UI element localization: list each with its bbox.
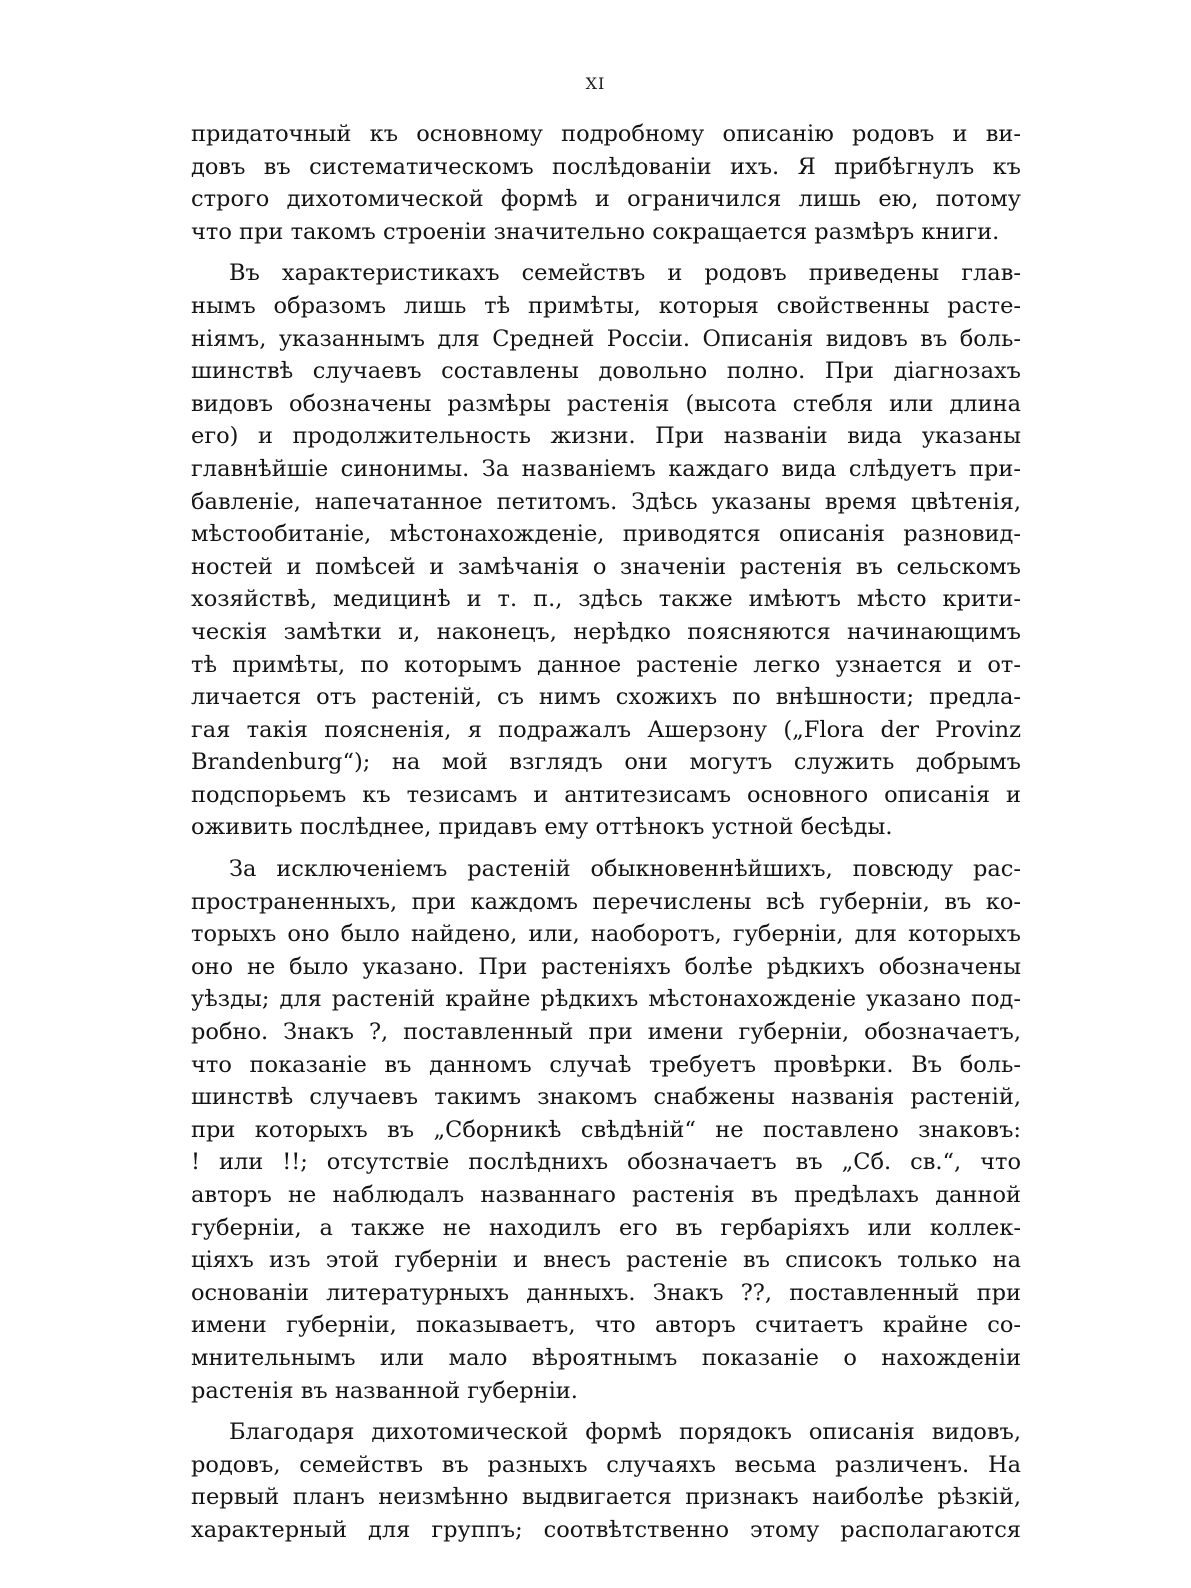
text-line: его) и продолжительность жизни. При названіи вида указаны bbox=[191, 423, 1021, 450]
text-line: главнѣйшіе синонимы. За названіемъ каждаго вида слѣдуетъ при- bbox=[191, 455, 1021, 482]
text-line: родовъ, семействъ въ разныхъ случаяхъ весьма различенъ. На bbox=[191, 1451, 1021, 1478]
text-line: Въ характеристикахъ семействъ и родовъ приведены глав- bbox=[229, 260, 1021, 287]
paragraph bbox=[191, 1416, 1021, 1546]
text-line: ! или !!; отсутствіе послѣднихъ обозначаетъ въ „Сб. св.“, что bbox=[191, 1149, 1021, 1176]
text-line: придаточный къ основному подробному описанію родовъ и ви- bbox=[191, 121, 1021, 147]
text-line: тѣ примѣты, по которымъ данное растеніе легко узнается и от- bbox=[191, 651, 1021, 678]
text-line: торыхъ оно было найдено, или, наоборотъ, губерніи, для которыхъ bbox=[191, 921, 1021, 948]
paragraph bbox=[191, 118, 1021, 248]
text-line: Brandenburg“); на мой взглядъ они могутъ служить добрымъ bbox=[191, 749, 1021, 776]
text-line: ческія замѣтки и, наконецъ, нерѣдко поясняются начинающимъ bbox=[191, 618, 1021, 645]
text-line: растенія въ названной губерніи. bbox=[191, 1377, 578, 1404]
text-line: подспорьемъ къ тезисамъ и антитезисамъ основного описанія и bbox=[191, 781, 1021, 808]
text-line: шинствѣ случаевъ составлены довольно полно. При діагнозахъ bbox=[191, 358, 1021, 385]
text-line: бавленіе, напечатанное петитомъ. Здѣсь указаны время цвѣтенія, bbox=[191, 488, 1021, 515]
text-line: губерніи, а также не находилъ его въ гербаріяхъ или коллек- bbox=[191, 1214, 1021, 1241]
text-line: пространенныхъ, при каждомъ перечислены всѣ губерніи, въ ко- bbox=[191, 888, 1021, 915]
text-line: строго дихотомической формѣ и ограничился лишь ею, потому bbox=[191, 186, 1021, 213]
text-line: что при такомъ строеніи значительно сокращается размѣръ книги. bbox=[191, 218, 1000, 245]
text-line: оно не было указано. При растеніяхъ болѣе рѣдкихъ обозначены bbox=[191, 953, 1021, 980]
text-line: ностей и помѣсей и замѣчанія о значеніи растенія въ сельскомъ bbox=[191, 553, 1021, 580]
text-line: нымъ образомъ лишь тѣ примѣты, которыя свойственны расте- bbox=[191, 292, 1021, 319]
text-line: ціяхъ изъ этой губерніи и внесъ растеніе въ списокъ только на bbox=[191, 1247, 1021, 1274]
text-line: ніямъ, указаннымъ для Средней Россіи. Описанія видовъ въ боль- bbox=[191, 325, 1021, 352]
text-line: хозяйствѣ, медицинѣ и т. п., здѣсь также имѣютъ мѣсто крити- bbox=[191, 586, 1021, 613]
text-line: первый планъ неизмѣнно выдвигается признакъ наиболѣе рѣзкій, bbox=[191, 1484, 1021, 1511]
text-line: довъ въ систематическомъ послѣдованіи ихъ. Я прибѣгнулъ къ bbox=[191, 153, 1021, 180]
text-line: авторъ не наблюдалъ названнаго растенія въ предѣлахъ данной bbox=[191, 1182, 1021, 1208]
paragraph bbox=[191, 257, 1021, 844]
text-line: уѣзды; для растеній крайне рѣдкихъ мѣстонахожденіе указано под- bbox=[191, 986, 1021, 1013]
text-line: оживить послѣднее, придавъ ему оттѣнокъ устной бесѣды. bbox=[191, 814, 893, 841]
text-line: шинствѣ случаевъ такимъ знакомъ снабжены названія растеній, bbox=[191, 1084, 1021, 1111]
page-number: XI bbox=[585, 74, 606, 93]
paragraph bbox=[191, 853, 1021, 1407]
text-line: мѣстообитаніе, мѣстонахожденіе, приводятся описанія разновид- bbox=[191, 521, 1021, 548]
text-line: мнительнымъ или мало вѣроятнымъ показаніе о нахожденіи bbox=[191, 1344, 1021, 1371]
text-line: что показаніе въ данномъ случаѣ требуетъ провѣрки. Въ боль- bbox=[191, 1051, 1021, 1078]
body-text bbox=[191, 118, 1021, 1547]
text-line: имени губерніи, показываетъ, что авторъ считаетъ крайне со- bbox=[191, 1312, 1021, 1339]
text-line: основаніи литературныхъ данныхъ. Знакъ ??, поставленный при bbox=[191, 1279, 1021, 1306]
text-line: робно. Знакъ ?, поставленный при имени губерніи, обозначаетъ, bbox=[191, 1019, 1021, 1046]
text-line: гая такія поясненія, я подражалъ Ашерзону („Flora der Provinz bbox=[191, 716, 1021, 743]
text-line: личается отъ растеній, съ нимъ схожихъ по внѣшности; предла- bbox=[191, 684, 1021, 711]
text-line: характерный для группъ; соотвѣтственно этому располагаются bbox=[191, 1516, 1021, 1543]
text-line: видовъ обозначены размѣры растенія (высота стебля или длина bbox=[191, 390, 1021, 417]
text-line: при которыхъ въ „Сборникѣ свѣдѣній“ не поставлено знаковъ: bbox=[191, 1116, 1021, 1143]
text-line: За исключеніемъ растеній обыкновеннѣйшихъ, повсюду рас- bbox=[229, 856, 1021, 883]
text-line: Благодаря дихотомической формѣ порядокъ описанія видовъ, bbox=[229, 1419, 1021, 1446]
